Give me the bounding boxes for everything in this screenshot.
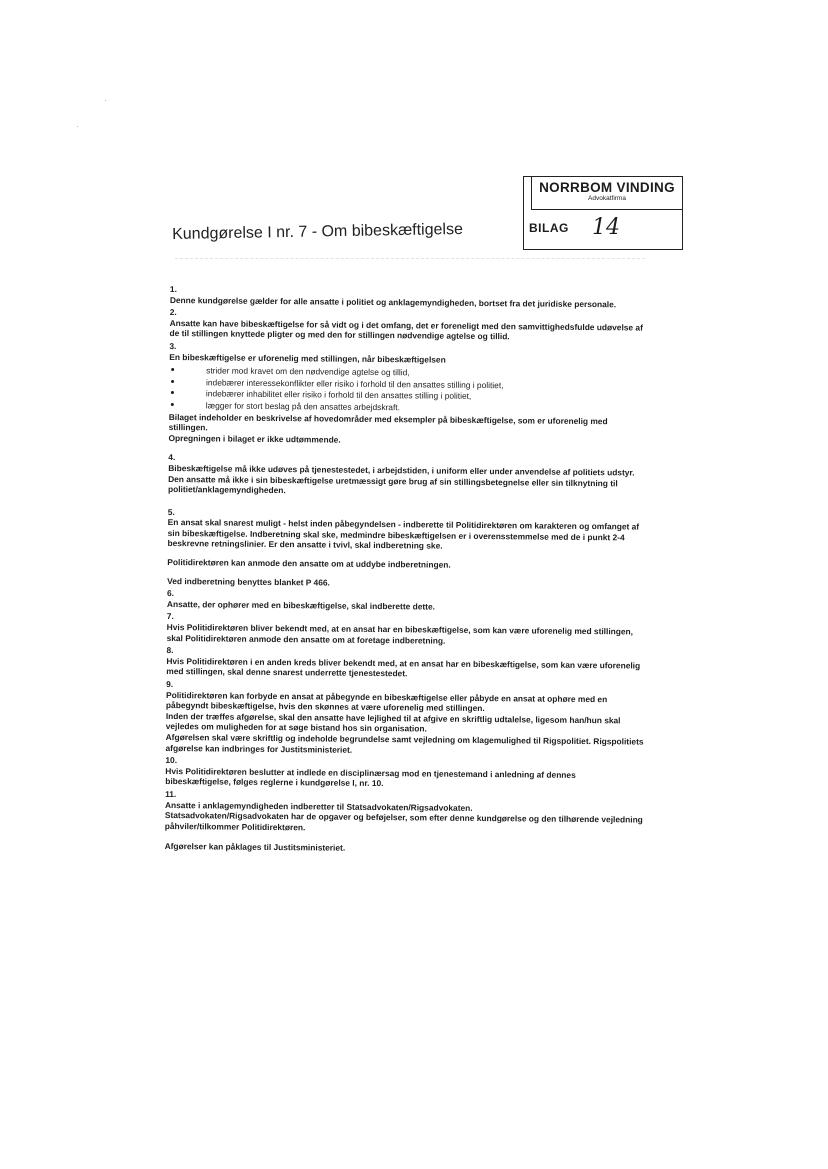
section-text: Ansatte, der ophører med en bibeskæftigelse, skal indberette dette. (166, 598, 436, 612)
section-number: 9. (166, 678, 174, 690)
section-text: Hvis Politidirektøren beslutter at indlede en disciplinærsag mod en tjenestemand i anledning af dennes bibeskæftigelse, følges reglerne i kundgørelse I, nr. 10. (165, 765, 576, 789)
stamp-firm-subtitle: Advokatfirma (588, 195, 626, 202)
scan-speck: · (76, 122, 79, 131)
section-10 (165, 755, 643, 791)
section-text: Statsadvokaten/Rigsadvokaten har de opgaver og beføjelser, som efter denne kundgørelse og den tilhørende vejledning påhviler/tilkommer Politidirektøren. (164, 810, 643, 833)
section-8 (166, 645, 644, 681)
closing-text: Afgørelser kan påklages til Justitsministeriet. (164, 841, 346, 854)
section-number: 5. (167, 506, 175, 517)
section-text: Ved indberetning benyttes blanket P 466. (167, 575, 330, 588)
section-number: 7. (166, 611, 174, 622)
section-3 (168, 341, 647, 448)
list-item: lægger for stort beslag på den ansattes arbejdskraft. (169, 400, 647, 415)
stamp-bilag-number: 14 (592, 215, 620, 240)
list-item: strider mod kravet om den nødvendige agtelse og tillid, (169, 365, 647, 380)
scan-speck: · (104, 96, 107, 105)
section-number: 4. (168, 452, 176, 463)
section-text: Hvis Politidirektøren i en anden kreds bliver bekendt med, at en ansat har en bibeskæftigelse, som kan være uforenelig med stillingen, skal denne snarest underrette tjenestestedet. (166, 655, 641, 679)
section-4 (168, 452, 646, 499)
section-7 (167, 611, 645, 647)
stamp-firm-name: NORRBOM VINDING (539, 180, 675, 195)
section-text: Politidirektøren kan anmode den ansatte om at uddybe indberetningen. (167, 557, 451, 570)
section-number: 11. (165, 788, 177, 800)
criteria-list (169, 365, 647, 415)
section-number: 2. (169, 307, 177, 318)
section-text: Ansatte i anklagemyndigheden indberetter til Statsadvokaten/Rigsadvokaten. (164, 799, 473, 813)
document-title: Kundgørelse I nr. 7 - Om bibeskæftigelse (172, 220, 464, 243)
section-6 (167, 588, 645, 614)
section-2 (169, 307, 647, 343)
list-item: indebærer interessekonflikter eller risiko i forhold til den ansattes stilling i politiet, (169, 377, 647, 392)
title-divider (175, 258, 645, 259)
section-text: Bilaget indeholder en beskrivelse af hovedområder med eksempler på bibeskæftigelse, som er uforenelig med stillingen. (168, 411, 608, 433)
section-text: En bibeskæftigelse er uforenelig med stillingen, når bibeskæftigelsen (169, 351, 446, 365)
section-11 (165, 789, 643, 836)
section-text: Opregningen i bilaget er ikke udtømmende. (168, 432, 341, 445)
law-firm-stamp (523, 176, 683, 250)
stamp-firm-box (531, 177, 682, 210)
section-number: 1. (169, 284, 177, 295)
section-text: Politidirektøren kan forbyde en ansat at påbegynde en bibeskæftigelse eller påbyde en ansat at ophøre med en påbegyndt bibeskæftigelse, hvis den skønnes at være uforenelig med stillingen. (165, 689, 608, 714)
section-number: 8. (166, 645, 174, 656)
section-text: Afgørelsen skal være skriftlig og indeholde begrundelse samt vejledning om klagemulighed til Rigspolitiet. Rigspolitiets afgørelse kan indbringes for Justitsministeriet. (165, 731, 644, 755)
section-number: 6. (166, 588, 175, 599)
section-5 (167, 507, 646, 591)
section-number: 10. (165, 755, 178, 766)
section-9 (165, 679, 644, 758)
section-text: En ansat skal snarest muligt - helst inden påbegyndelsen - indberette til Politidirektøren om karakteren og omfanget af sin bibeskæftigelse. Indberetning skal ske, medmindre bibeskæftigelsen er i overensstemmelse med de i punkt 2-4 beskrevne retningslinier. Er den ansatte i tvivl, skal indberetning ske. (167, 517, 640, 552)
section-text: Inden der træffes afgørelse, skal den ansatte have lejlighed til at afgive en skriftlig udtalelse, ligesom han/hun skal vejledes om muligheden for at søge bistand hos sin organisation. (165, 710, 621, 734)
section-1 (170, 284, 648, 310)
section-number: 3. (169, 340, 177, 352)
list-item: indebærer inhabilitet eller risiko i forhold til den ansattes stilling i politiet, (169, 388, 647, 403)
section-text: Ansatte kan have bibeskæftigelse for så vidt og i det omfang, det er foreneligt med den samvittighedsfulde udøvelse af de til stillingen knyttede pligter og med den for stillingen nødvendige agtelse og tillid. (169, 317, 643, 342)
section-text: Denne kundgørelse gælder for alle ansatte i politiet og anklagemyndigheden, bortset fra det juridiske personale. (169, 294, 617, 309)
section-text: Bibeskæftigelse må ikke udøves på tjenestestedet, i arbejdstiden, i uniform eller under anvendelse af politiets udstyr. Den ansatte må ikke i sin bibeskæftigelse uretmæssigt gøre brug af sin stillingsbetegnelse eller sin tilknytning til politiet/anklagemyndigheden. (167, 462, 635, 496)
document-body (165, 284, 648, 856)
section-text: Hvis Politidirektøren bliver bekendt med, at en ansat har en bibeskæftigelse, som kan være uforenelig med stillingen, skal Politidirektøren anmode den ansatte om at foretage indberetning. (166, 622, 634, 646)
stamp-bilag-label: BILAG (529, 221, 569, 235)
